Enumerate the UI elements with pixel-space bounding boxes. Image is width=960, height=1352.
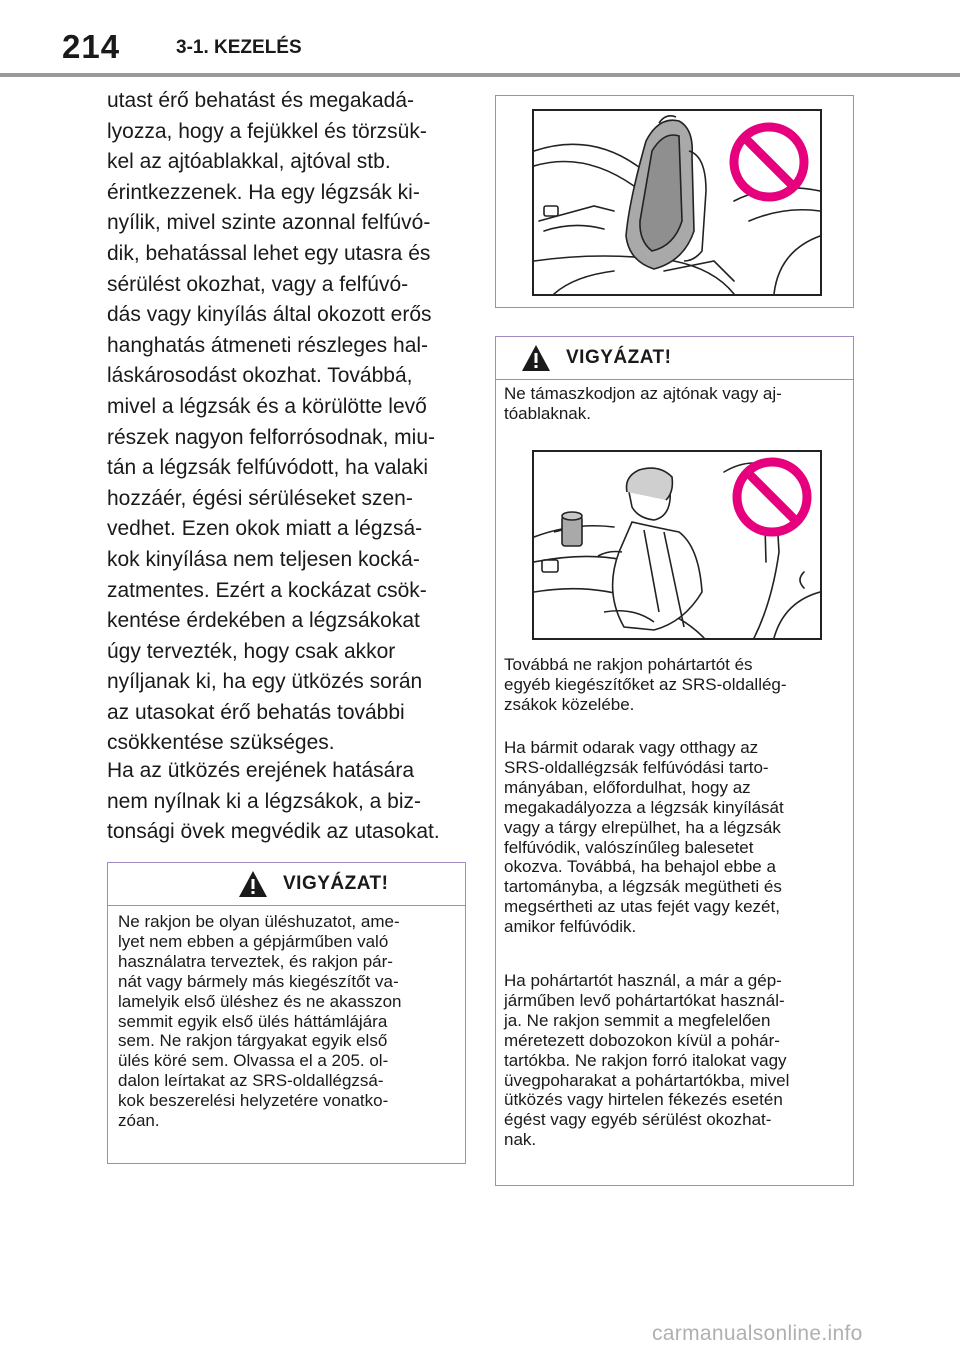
caution-text: Ne rakjon be olyan üléshuzatot, ame- lyet nem ebben a gépjárműben való használatra terveztek, és rakjon pár- nát vagy bármely más kiegészítőt va- lamelyik első üléshez és ne akasszon semmit egyik első ülés háttámlájára sem. Ne rakjon tárgyakat egyik első ülés köré sem. Olvassa el a 205. ol- dalon leírtakat az SRS-oldallégzsá- kok beszerelési helyzetére vonatko- zóan. (118, 912, 402, 1131)
caution-box-seat-cover (107, 862, 466, 1164)
caution-title: VIGYÁZAT! (566, 347, 672, 368)
caution-header (108, 863, 465, 906)
caution-title: VIGYÁZAT! (283, 873, 389, 894)
warning-triangle-icon (521, 344, 551, 372)
caution-intro-text: Ne támaszkodjon az ajtónak vagy aj- tóablaknak. (504, 384, 782, 423)
caution-paragraph-1: Továbbá ne rakjon pohártartót és egyéb kiegészítőket az SRS-oldallég- zsákok közelébe. (504, 655, 787, 714)
page-header (0, 0, 960, 80)
warning-triangle-icon (238, 870, 268, 898)
paragraph-text: utast érő behatást és megakadá- lyozza, hogy a fejükkel és törzsük- kel az ajtóablakkal, ajtóval stb. érintkezzenek. Ha egy légzsák ki- nyílik, mivel szinte azonnal felfúvó- dik, behatással lehet egy utasra és sérülést okozhat, vagy a felfúvó- dás vagy kinyílás által okozott erős hanghatás átmeneti részleges hal- láskárosodást okozhat. Továbbá, mivel a légzsák és a körülötte levő részek nagyon felforrósodnak, miu- tán a légzsák felfúvódott, ha valaki hozzáér, égési sérüléseket szen- vedhet. Ezen okok miatt a légzsá- kok kinyílása nem teljesen kocká- zatmentes. Ezért a kockázat csök- kentése érdekében a légzsákokat úgy tervezték, hogy csak akkor nyíljanak ki, ha egy ütközés során az utasokat érő behatás további csökkentése szükséges. (107, 89, 435, 755)
section-title: 3-1. KEZELÉS (176, 37, 302, 58)
caution-paragraph-2: Ha bármit odarak vagy otthagy az SRS-oldallégzsák felfúvódási tarto- mányában, előfordulhat, hogy az megakadályozza a légzsák kinyílását vagy a tárgy elrepülhet, ha a légzsák felfúvódik, valószínűleg balesetet okozva. Továbbá, ha behajol ebbe a tartományba, a légzsák megütheti és megsértheti az utas fejét vagy kezét, amikor felfúvódik. (504, 738, 784, 937)
page-number: 214 (62, 28, 121, 65)
paragraph-text: Ha az ütközés erejének hatására nem nyílnak ki a légzsákok, a biz- tonsági övek megvédik az utasokat. (107, 759, 440, 844)
caution-box-door-leaning (495, 336, 854, 1186)
caution-header (496, 337, 853, 380)
prohibition-sign-icon (727, 120, 811, 204)
illustration-box-seat-cover (495, 95, 854, 308)
body-paragraph-2 (107, 756, 463, 848)
body-paragraph-1 (107, 86, 463, 759)
caution-paragraph-3: Ha pohártartót használ, a már a gép- járműben levő pohártartókat használ- ja. Ne rakjon semmit a megfelelően méretezett dobozokon kívül a pohár- tartókba. Ne rakjon forró italokat vagy üvegpoharakat a pohártartókba, mivel ütközés vagy hirtelen fékezés esetén égést vagy egyéb sérülést okozhat- nak. (504, 971, 790, 1150)
header-divider (0, 73, 960, 77)
prohibition-sign-icon (730, 455, 814, 539)
watermark: carmanualsonline.info (652, 1322, 863, 1345)
